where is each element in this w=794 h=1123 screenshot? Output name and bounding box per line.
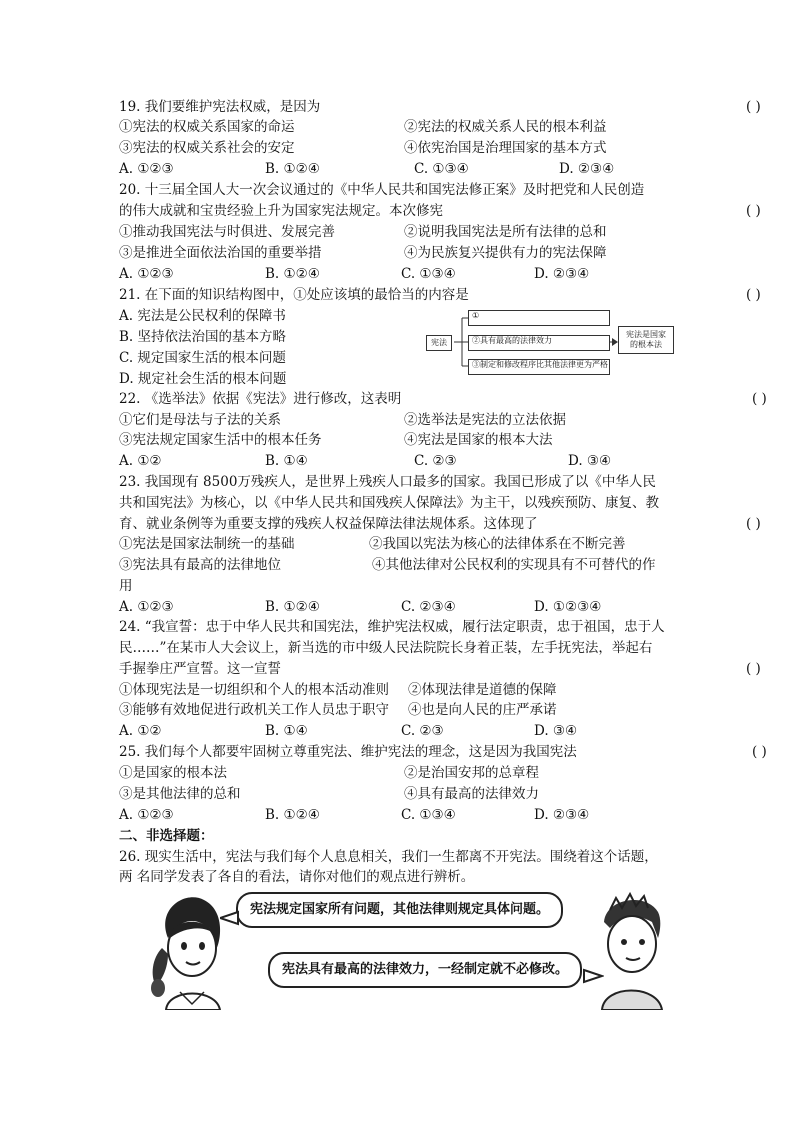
q23-stem-line3	[119, 514, 761, 534]
q20-option-4: ④为民族复兴提供有力的宪法保障	[404, 245, 607, 261]
q19-option-4: ④依宪治国是治理国家的基本方式	[404, 140, 607, 156]
q23-option-1: ①宪法是国家法制统一的基础	[119, 536, 295, 552]
q23-choice-a: A. ①②③	[119, 599, 174, 615]
q24-choice-c: C. ②③	[401, 723, 444, 739]
q24-option-2: ②体现法律是道德的保障	[408, 682, 557, 698]
q21-choice-c: C. 规定国家生活的根本问题	[119, 350, 286, 366]
speech-bubble-boy: 宪法具有最高的法律效力，一经制定就不必修改。	[268, 952, 582, 988]
diagram-item-3-box: ③制定和修改程序比其他法律更为严格	[468, 359, 610, 375]
q23-option-4: ④其他法律对公民权利的实现具有不可替代的作	[372, 557, 656, 573]
q26-cartoon	[146, 888, 666, 1010]
q19-choice-a: A. ①②③	[119, 161, 174, 177]
q26-stem-line2: 两 名同学发表了各自的看法，请你对他们的观点进行辨析。	[119, 869, 475, 885]
q20-stem-line2	[119, 201, 761, 221]
speech-bubble-girl-tail	[220, 910, 240, 926]
q22-options-row2	[119, 430, 553, 450]
q24-options-row1	[119, 680, 557, 700]
q24-options-row2	[119, 700, 557, 720]
q22-option-2: ②选举法是宪法的立法依据	[404, 412, 566, 428]
q22-option-4: ④宪法是国家的根本大法	[404, 432, 553, 448]
q23-option-4-wrap: 用	[119, 578, 133, 594]
q20-choice-c: C. ①③④	[401, 266, 456, 282]
q20-stem: 的伟大成就和宝贵经验上升为国家宪法规定。本次修宪	[119, 203, 443, 219]
q22-options-row1	[119, 410, 566, 430]
diagram-item-2-box: ②具有最高的法律效力	[468, 335, 610, 351]
q24-stem-line3	[119, 659, 761, 679]
q25-stem: 25. 我们每个人都要牢固树立尊重宪法、维护宪法的理念，这是因为我国宪法	[119, 744, 577, 760]
q20-choice-b: B. ①②④	[265, 266, 320, 282]
boy-illustration	[596, 888, 666, 1010]
diagram-result-line2: 的根本法	[630, 340, 662, 349]
q19-stem-line	[119, 97, 761, 117]
q24-option-1: ①体现宪法是一切组织和个人的根本活动准则	[119, 682, 389, 698]
q26-stem-line1: 26. 现实生活中，宪法与我们每个人息息相关，我们一生都离不开宪法。围绕着这个话题，	[119, 849, 658, 865]
q22-stem: 22. 《选举法》依据《宪法》进行修改，这表明	[119, 391, 402, 407]
q21-choice-d: D. 规定社会生活的根本问题	[119, 371, 287, 387]
q23-options-row2	[119, 555, 656, 575]
q24-choice-a: A. ①②	[119, 723, 162, 739]
q20-option-1: ①推动我国宪法与时俱进、发展完善	[119, 224, 335, 240]
q22-choice-c: C. ②③	[414, 453, 457, 469]
q21-stem-line	[119, 285, 761, 305]
speech-bubble-girl: 宪法规定国家所有问题，其他法律则规定具体问题。	[236, 892, 563, 928]
q20-option-2: ②说明我国宪法是所有法律的总和	[404, 224, 607, 240]
q23-stem-line2: 共和国宪法》为核心，以《中华人民共和国残疾人保障法》为主干，以残疾预防、康复、教	[119, 495, 659, 511]
q21-choice-a: A. 宪法是公民权利的保障书	[119, 308, 286, 324]
q25-choice-d: D. ②③④	[534, 807, 590, 823]
q23-choice-c: C. ②③④	[401, 599, 456, 615]
q23-answer-bracket: ( )	[746, 516, 761, 532]
q22-stem-line	[119, 389, 767, 409]
girl-illustration	[146, 888, 236, 1010]
q23-stem-line1: 23. 我国现有 8500万残疾人，是世界上残疾人口最多的国家。我国已形成了以《中华人民	[119, 474, 656, 490]
q19-option-2: ②宪法的权威关系人民的根本利益	[404, 119, 607, 135]
q25-answer-bracket: ( )	[752, 744, 767, 760]
q22-option-3: ③宪法规定国家生活中的根本任务	[119, 432, 322, 448]
q19-choice-c: C. ①③④	[414, 161, 469, 177]
q19-options-row2	[119, 138, 607, 158]
q24-option-4: ④也是向人民的庄严承诺	[408, 702, 557, 718]
q19-option-1: ①宪法的权威关系国家的命运	[119, 119, 295, 135]
q19-choice-b: B. ①②④	[265, 161, 320, 177]
q25-choice-a: A. ①②③	[119, 807, 174, 823]
diagram-result-box	[618, 326, 674, 354]
q24-stem-line2: 民……”在某市人大会议上，新当选的市中级人民法院院长身着正装，左手抚宪法，举起右	[119, 640, 653, 656]
q21-choice-b: B. 坚持依法治国的基本方略	[119, 329, 287, 345]
diagram-item-1-box: ①	[468, 310, 610, 326]
q20-answer-bracket: ( )	[746, 203, 761, 219]
q25-choice-c: C. ①③④	[401, 807, 456, 823]
diagram-result-line1: 宪法是国家	[626, 330, 666, 339]
q22-answer-bracket: ( )	[752, 391, 767, 407]
q24-option-3: ③能够有效地促进行政机关工作人员忠于职守	[119, 702, 389, 718]
q24-choice-d: D. ③④	[534, 723, 578, 739]
speech-bubble-boy-tail	[582, 968, 604, 984]
q21-stem: 21. 在下面的知识结构图中，①处应该填的最恰当的内容是	[119, 287, 469, 303]
q22-choice-a: A. ①②	[119, 453, 162, 469]
knowledge-structure-diagram	[424, 306, 674, 378]
q19-options-row1	[119, 117, 607, 137]
q19-choice-d: D. ②③④	[559, 161, 615, 177]
q25-options-row2	[119, 784, 539, 804]
q23-option-2: ②我国以宪法为核心的法律体系在不断完善	[369, 536, 626, 552]
q22-choice-d: D. ③④	[568, 453, 612, 469]
q23-choice-d: D. ①②③④	[534, 599, 602, 615]
q21-answer-bracket: ( )	[746, 287, 761, 303]
q23-choice-b: B. ①②④	[265, 599, 320, 615]
q23-stem: 育、就业条例等为重要支撑的残疾人权益保障法律法规体系。这体现了	[119, 516, 538, 532]
q23-options-row1	[119, 534, 626, 554]
q24-stem: 手握拳庄严宣誓。这一宣誓	[119, 661, 281, 677]
q19-stem: 19. 我们要维护宪法权威，是因为	[119, 99, 321, 115]
section-2-title: 二、非选择题：	[119, 828, 214, 844]
q20-options-row2	[119, 243, 607, 263]
q19-option-3: ③宪法的权威关系社会的安定	[119, 140, 295, 156]
q23-option-3: ③宪法具有最高的法律地位	[119, 557, 281, 573]
q20-choice-a: A. ①②③	[119, 266, 174, 282]
q20-option-3: ③是推进全面依法治国的重要举措	[119, 245, 322, 261]
q19-answer-bracket: ( )	[746, 99, 761, 115]
q24-answer-bracket: ( )	[746, 661, 761, 677]
q25-option-3: ③是其他法律的总和	[119, 786, 241, 802]
q25-choice-b: B. ①②④	[265, 807, 320, 823]
q25-options-row1	[119, 763, 539, 783]
q25-option-2: ②是治国安邦的总章程	[404, 765, 539, 781]
diagram-root-box: 宪法	[426, 335, 452, 351]
q20-stem-line1: 20. 十三届全国人大一次会议通过的《中华人民共和国宪法修正案》及时把党和人民创造	[119, 182, 645, 198]
q22-choice-b: B. ①④	[265, 453, 308, 469]
q25-stem-line	[119, 742, 767, 762]
q20-options-row1	[119, 222, 607, 242]
q25-option-4: ④具有最高的法律效力	[404, 786, 539, 802]
q22-option-1: ①它们是母法与子法的关系	[119, 412, 281, 428]
q20-choice-d: D. ②③④	[534, 266, 590, 282]
q25-option-1: ①是国家的根本法	[119, 765, 227, 781]
q24-choice-b: B. ①④	[265, 723, 308, 739]
q24-stem-line1: 24. “我宣誓：忠于中华人民共和国宪法，维护宪法权威，履行法定职责，忠于祖国，忠于人	[119, 619, 665, 635]
